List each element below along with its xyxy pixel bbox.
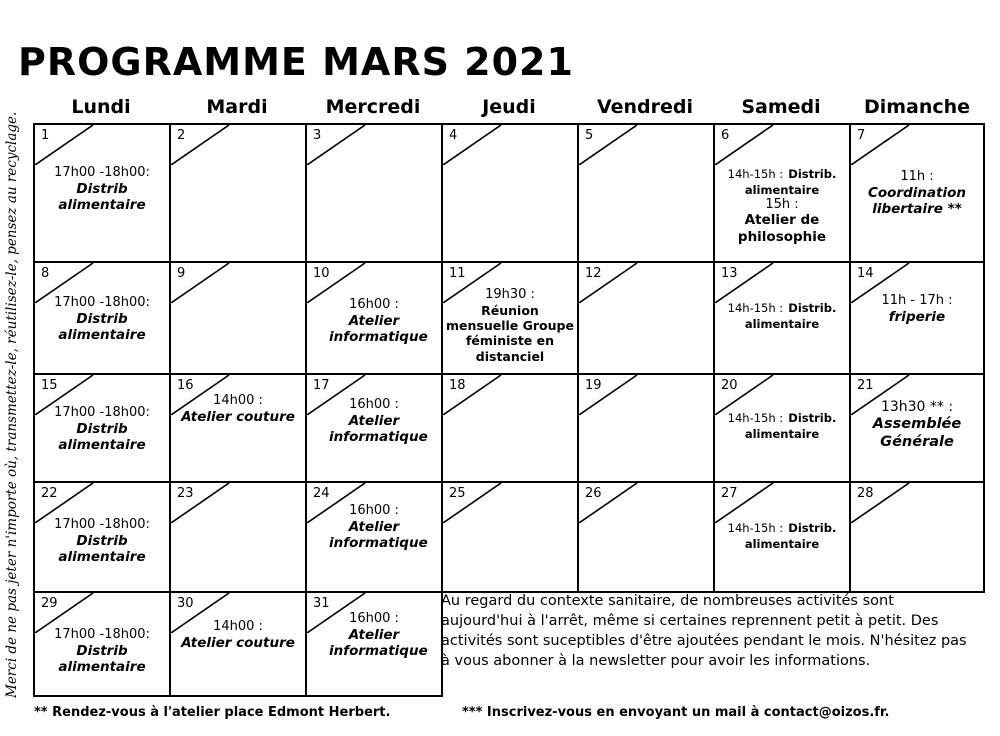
day-header-jeudi: Jeudi [482, 96, 536, 118]
day-header-samedi: Samedi [741, 96, 821, 118]
footnote-inscription: *** Inscrivez-vous en envoyant un mail à contact@oizos.fr. [462, 705, 890, 720]
page-title: PROGRAMME MARS 2021 [18, 40, 574, 84]
day-cell [305, 481, 443, 593]
day-cell [441, 481, 579, 593]
day-header-dimanche: Dimanche [863, 96, 971, 118]
event-time: 16h00 : [349, 297, 399, 312]
day-cell [849, 123, 985, 263]
event-activity: Réunion mensuelle Groupe féministe en distanciel [446, 302, 574, 364]
day-header-mardi: Mardi [206, 96, 268, 118]
day-cell [169, 481, 307, 593]
day-number: 11 [449, 266, 466, 281]
sanitary-notice: Au regard du contexte sanitaire, de nombreuses activités sont aujourd'hui à l'arrêt, même si certaines reprennent petit à petit. Des activités sont suceptibles d'être ajoutées pendant le mois. N'hésitez pas à vous abonner à la newsletter pour avoir les informations. [441, 593, 967, 669]
day-number: 14 [857, 266, 874, 281]
day-cell [577, 261, 715, 375]
day-number: 24 [313, 486, 330, 501]
day-cell [577, 123, 715, 263]
event-time: 11h - 17h : [881, 293, 953, 308]
day-cell [33, 591, 171, 697]
event-activity: Atelier informatique [329, 412, 428, 446]
day-number: 27 [721, 486, 738, 501]
day-number: 23 [177, 486, 194, 501]
day-number: 3 [313, 128, 322, 143]
event-activity: Assemblée Générale [872, 416, 962, 450]
event-activity: Distrib alimentaire [58, 310, 146, 344]
event-time: 19h30 : [485, 287, 535, 302]
event-activity: Distrib alimentaire [58, 642, 146, 676]
day-cell [169, 261, 307, 375]
event-activity: alimentaire [744, 182, 820, 197]
event-activity: Atelier couture [181, 634, 295, 651]
day-cell [713, 261, 851, 375]
event-activity: Coordination libertaire ** [867, 184, 967, 218]
day-number: 2 [177, 128, 186, 143]
event-time: 14h-15h : [727, 521, 784, 535]
day-cell [33, 261, 171, 375]
day-cell [713, 373, 851, 483]
day-cell [577, 373, 715, 483]
day-number: 1 [41, 128, 50, 143]
event-activity: friperie [888, 308, 946, 325]
event-time: 14h00 : [213, 619, 263, 634]
event-time: 16h00 : [349, 611, 399, 626]
event-activity: Distrib alimentaire [58, 532, 146, 566]
day-cell [441, 261, 579, 375]
day-cell [849, 373, 985, 483]
day-cell [577, 481, 715, 593]
event-time: 17h00 -18h00: [54, 627, 150, 642]
day-cell [713, 481, 851, 593]
day-header-mercredi: Mercredi [325, 96, 421, 118]
event-time: 15h : [765, 196, 799, 212]
event-time: 16h00 : [349, 397, 399, 412]
side-recycling-note: Merci de ne pas jeter n'importe où, transmettez-le, réutilisez-le, pensez au recyclage. [4, 111, 20, 698]
event-time: 14h-15h : [727, 411, 784, 425]
day-number: 12 [585, 266, 602, 281]
day-cell [169, 373, 307, 483]
event-time: 17h00 -18h00: [54, 405, 150, 420]
day-number: 29 [41, 596, 58, 611]
day-cell [33, 481, 171, 593]
event-time: 17h00 -18h00: [54, 165, 150, 180]
day-number: 31 [313, 596, 330, 611]
event-activity: Atelier de philosophie [737, 212, 827, 245]
day-cell [33, 123, 171, 263]
day-number: 17 [313, 378, 330, 393]
event-activity: Distrib alimentaire [58, 420, 146, 454]
event-activity: Distrib. [788, 301, 837, 315]
day-number: 22 [41, 486, 58, 501]
day-cell [169, 591, 307, 697]
day-number: 15 [41, 378, 58, 393]
day-cell [169, 123, 307, 263]
day-cell [33, 373, 171, 483]
event-time: 14h00 : [213, 393, 263, 408]
event-activity: alimentaire [744, 426, 820, 441]
event-activity: Distrib. [788, 411, 837, 425]
day-cell [305, 591, 443, 697]
day-number: 20 [721, 378, 738, 393]
event-time: 14h-15h : [727, 167, 784, 181]
day-cell [713, 123, 851, 263]
day-cell [849, 481, 985, 593]
day-number: 6 [721, 128, 730, 143]
event-activity: Distrib. [788, 167, 837, 181]
event-time: 16h00 : [349, 503, 399, 518]
event-activity: Atelier informatique [329, 626, 428, 660]
event-activity: Atelier informatique [329, 518, 428, 552]
day-number: 9 [177, 266, 186, 281]
event-activity: Atelier couture [181, 408, 295, 425]
event-time: 17h00 -18h00: [54, 295, 150, 310]
day-cell [305, 261, 443, 375]
day-number: 8 [41, 266, 50, 281]
day-cell [849, 261, 985, 375]
day-number: 4 [449, 128, 458, 143]
day-number: 5 [585, 128, 594, 143]
event-time: 13h30 ** : [880, 399, 954, 415]
day-cell [305, 373, 443, 483]
day-number: 25 [449, 486, 466, 501]
day-number: 13 [721, 266, 738, 281]
day-header-vendredi: Vendredi [596, 96, 694, 118]
day-number: 21 [857, 378, 874, 393]
day-number: 30 [177, 596, 194, 611]
event-activity: Atelier informatique [329, 312, 428, 346]
event-activity: alimentaire [744, 316, 820, 331]
day-number: 26 [585, 486, 602, 501]
day-number: 28 [857, 486, 874, 501]
event-time: 11h : [900, 169, 934, 184]
event-activity: Distrib. [788, 521, 837, 535]
day-number: 16 [177, 378, 194, 393]
day-header-lundi: Lundi [71, 96, 131, 118]
event-activity: alimentaire [744, 536, 820, 551]
day-number: 19 [585, 378, 602, 393]
event-time: 17h00 -18h00: [54, 517, 150, 532]
day-cell [441, 373, 579, 483]
day-cell [305, 123, 443, 263]
event-activity: Distrib alimentaire [58, 180, 146, 214]
day-number: 7 [857, 128, 866, 143]
day-number: 18 [449, 378, 466, 393]
footnote-atelier: ** Rendez-vous à l'atelier place Edmont Herbert. [34, 705, 391, 720]
event-time: 14h-15h : [727, 301, 784, 315]
day-cell [441, 123, 579, 263]
day-number: 10 [313, 266, 330, 281]
